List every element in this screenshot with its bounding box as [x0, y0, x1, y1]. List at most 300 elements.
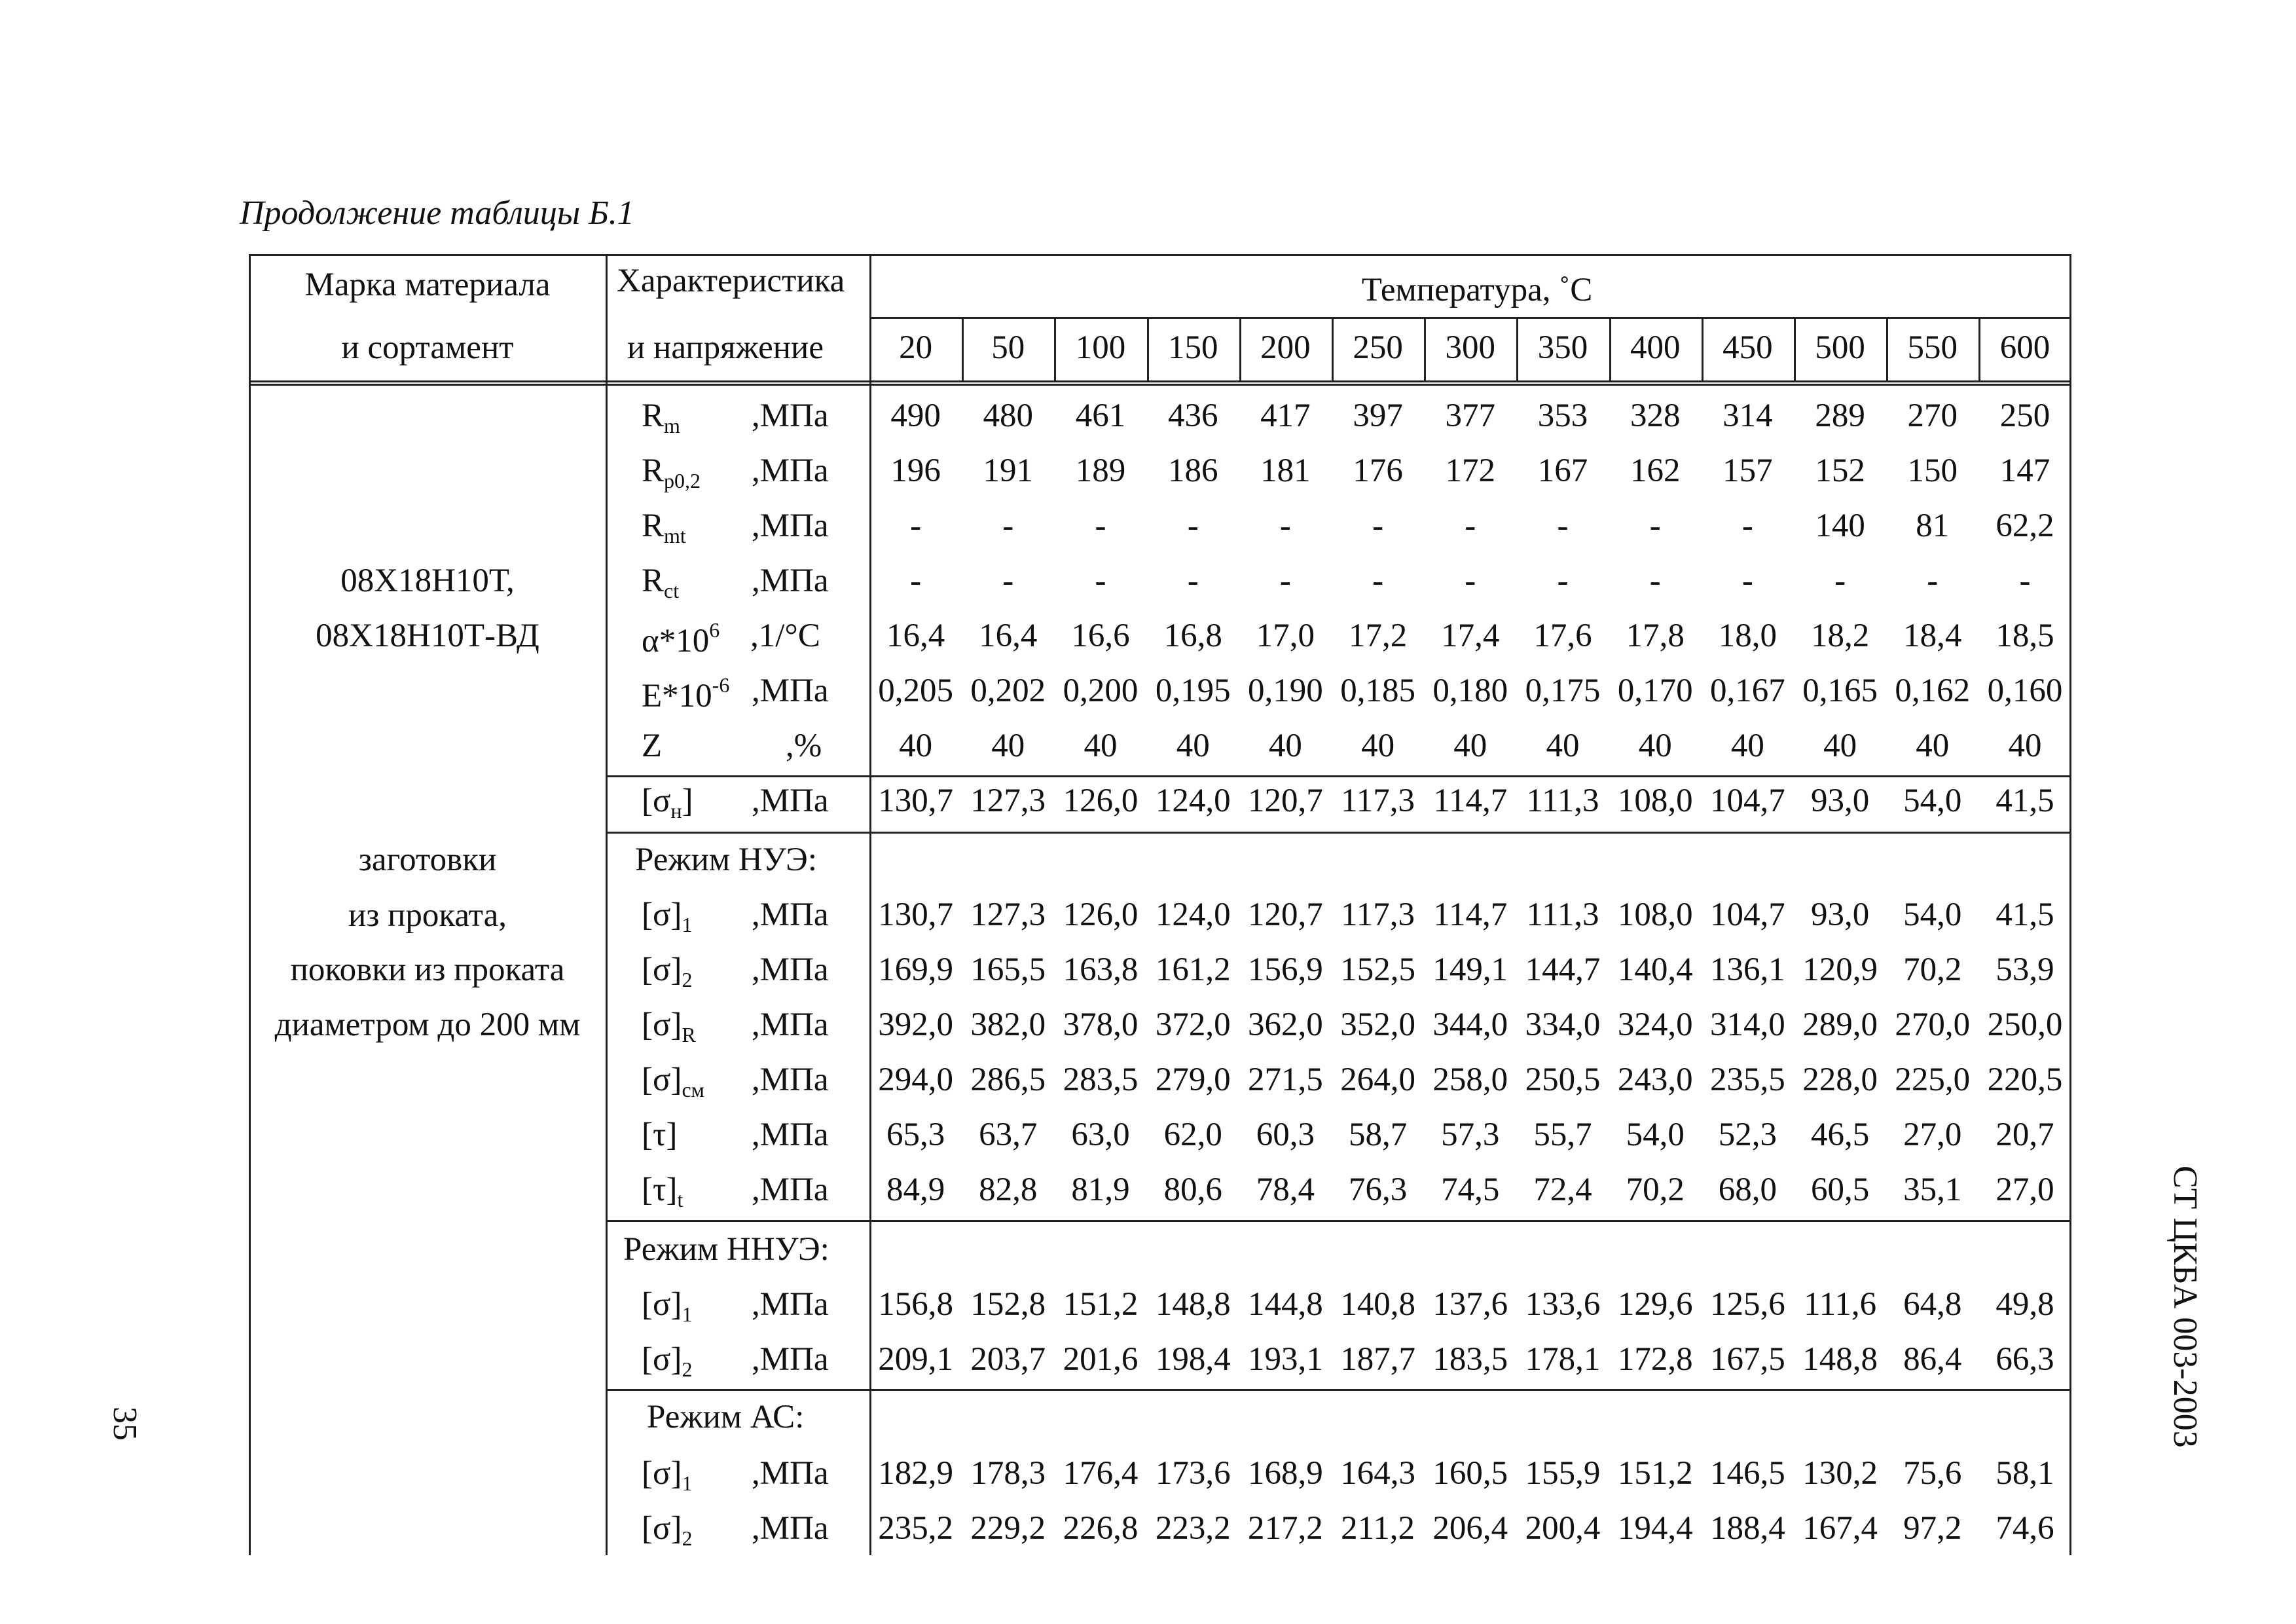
material-form-line4: диаметром до 200 мм — [274, 1006, 581, 1043]
table-cell: 148,8 — [1155, 1286, 1231, 1323]
table-cell: 165,5 — [970, 951, 1046, 988]
table-cell: 289 — [1815, 397, 1865, 434]
table-cell: 46,5 — [1810, 1116, 1870, 1153]
table-cell: 70,2 — [1626, 1172, 1685, 1208]
table-cell: 108,0 — [1617, 896, 1693, 933]
table-cell: 0,200 — [1063, 673, 1139, 709]
table-cell: 127,3 — [970, 896, 1046, 933]
row-unit: ,МПа — [752, 507, 829, 544]
table-cell: 194,4 — [1617, 1510, 1693, 1547]
table-cell: 168,9 — [1248, 1455, 1323, 1492]
row-symbol: $[\tau]_t$ — [642, 1172, 683, 1211]
material-form-line1: заготовки — [358, 841, 497, 878]
table-cell: 57,3 — [1441, 1116, 1500, 1153]
table-cell: 201,6 — [1063, 1341, 1139, 1378]
table-cell: 93,0 — [1810, 783, 1870, 819]
table-cell: 178,3 — [970, 1455, 1046, 1492]
table-cell: 188,4 — [1710, 1510, 1785, 1547]
table-cell: 151,2 — [1063, 1286, 1139, 1323]
table-cell: 417 — [1260, 397, 1311, 434]
table-cell: 258,0 — [1432, 1061, 1508, 1098]
table-cell: 382,0 — [970, 1006, 1046, 1043]
table-cell: 328 — [1630, 397, 1681, 434]
table-cell: 111,3 — [1526, 896, 1599, 933]
row-symbol: $R_m$ — [642, 397, 680, 437]
table-cell: 0,202 — [970, 673, 1046, 709]
temp-column-divider — [1424, 317, 1426, 382]
table-cell: - — [1002, 563, 1014, 599]
table-cell: 16,4 — [886, 618, 945, 654]
table-cell: 163,8 — [1063, 951, 1139, 988]
table-cell: 182,9 — [878, 1455, 953, 1492]
mode-as-label: Режим АС: — [647, 1399, 805, 1435]
table-cell: 63,0 — [1071, 1116, 1130, 1153]
table-cell: 0,160 — [1987, 673, 2063, 709]
table-cell: 157 — [1722, 452, 1773, 489]
table-cell: - — [1279, 507, 1291, 544]
row-unit: ,МПа — [752, 1116, 829, 1153]
row-unit: ,МПа — [752, 1341, 829, 1378]
row-unit: ,МПа — [752, 563, 829, 599]
mode-nue-label: Режим НУЭ: — [635, 841, 817, 878]
table-cell: 54,0 — [1626, 1116, 1685, 1153]
table-cell: 114,7 — [1433, 783, 1508, 819]
table-cell: 161,2 — [1155, 951, 1231, 988]
table-cell: - — [1741, 507, 1753, 544]
table-cell: 120,7 — [1248, 783, 1323, 819]
table-cell: - — [1834, 563, 1846, 599]
table-cell: 40 — [1916, 728, 1950, 764]
temp-header-cell: 600 — [1999, 329, 2050, 366]
table-cell: - — [1372, 507, 1384, 544]
table-cell: 243,0 — [1617, 1061, 1693, 1098]
table-cell: 82,8 — [979, 1172, 1038, 1208]
row-symbol: $\alpha*10^6$ — [642, 618, 720, 659]
properties-table — [249, 254, 2071, 1555]
table-cell: 235,5 — [1710, 1061, 1785, 1098]
table-cell: 35,1 — [1903, 1172, 1962, 1208]
material-grade-line1: 08Х18Н10Т, — [340, 563, 515, 599]
table-cell: 125,6 — [1710, 1286, 1785, 1323]
temp-header-cell: 20 — [899, 329, 933, 366]
table-cell: 211,2 — [1341, 1510, 1415, 1547]
table-cell: 78,4 — [1256, 1172, 1315, 1208]
temp-header-cell: 200 — [1260, 329, 1311, 366]
table-cell: 136,1 — [1710, 951, 1785, 988]
table-cell: 279,0 — [1155, 1061, 1231, 1098]
temp-column-divider — [1147, 317, 1149, 382]
table-cell: 74,6 — [1995, 1510, 2054, 1547]
table-cell: 150 — [1907, 452, 1958, 489]
table-cell: 270 — [1907, 397, 1958, 434]
table-cell: 0,180 — [1432, 673, 1508, 709]
table-cell: 176 — [1353, 452, 1403, 489]
temp-column-divider — [1978, 317, 1980, 382]
row-symbol: $[\sigma]_1$ — [642, 1286, 693, 1326]
table-cell: 137,6 — [1432, 1286, 1508, 1323]
table-cell: 283,5 — [1063, 1061, 1139, 1098]
row-symbol: $[\sigma]_1$ — [642, 896, 693, 936]
temp-header-cell: 350 — [1537, 329, 1588, 366]
row-unit: ,МПа — [752, 673, 829, 709]
table-cell: 140 — [1815, 507, 1865, 544]
table-cell: 187,7 — [1340, 1341, 1415, 1378]
row-symbol: $E*10^{-6}$ — [642, 673, 730, 714]
table-cell: 40 — [1084, 728, 1118, 764]
table-cell: 0,170 — [1617, 673, 1693, 709]
table-cell: 18,4 — [1903, 618, 1962, 654]
temp-column-divider — [1054, 317, 1056, 382]
table-cell: 160,5 — [1432, 1455, 1508, 1492]
row-symbol: $R_{p0,2}$ — [642, 452, 701, 492]
mode-nnue-label: Режим ННУЭ: — [623, 1231, 829, 1268]
table-cell: 111,3 — [1526, 783, 1599, 819]
table-cell: 86,4 — [1903, 1341, 1962, 1378]
table-cell: 191 — [983, 452, 1034, 489]
table-cell: - — [1187, 563, 1199, 599]
table-cell: 58,7 — [1348, 1116, 1408, 1153]
table-cell: - — [1557, 507, 1569, 544]
row-unit: ,МПа — [752, 951, 829, 988]
table-cell: 120,7 — [1248, 896, 1323, 933]
table-cell: 289,0 — [1802, 1006, 1878, 1043]
separator-4 — [606, 1389, 2071, 1391]
document-code: СТ ЦКБА 003-2003 — [2166, 1166, 2204, 1448]
material-grade-line2: 08Х18Н10Т-ВД — [316, 618, 539, 654]
table-cell: 104,7 — [1710, 783, 1785, 819]
table-cell: 286,5 — [970, 1061, 1046, 1098]
table-cell: 81 — [1916, 507, 1950, 544]
table-cell: 228,0 — [1802, 1061, 1878, 1098]
table-cell: 392,0 — [878, 1006, 953, 1043]
table-cell: 62,0 — [1163, 1116, 1222, 1153]
table-cell: 220,5 — [1987, 1061, 2063, 1098]
table-cell: 196 — [890, 452, 941, 489]
table-cell: - — [1002, 507, 1014, 544]
header-material-line2: и сортамент — [341, 329, 514, 366]
table-cell: 0,175 — [1525, 673, 1601, 709]
table-right-border — [2069, 254, 2071, 1555]
table-cell: - — [1465, 507, 1476, 544]
table-cell: 40 — [2008, 728, 2042, 764]
table-cell: 58,1 — [1995, 1455, 2054, 1492]
row-symbol: Z — [642, 728, 663, 764]
row-symbol: $[\sigma]_{см}$ — [642, 1061, 704, 1101]
table-cell: 117,3 — [1341, 783, 1415, 819]
table-cell: 120,9 — [1802, 951, 1878, 988]
table-cell: 397 — [1353, 397, 1403, 434]
table-cell: 140,8 — [1340, 1286, 1415, 1323]
table-cell: - — [1187, 507, 1199, 544]
table-cell: 235,2 — [878, 1510, 953, 1547]
row-unit: ,МПа — [752, 397, 829, 434]
separator-2 — [606, 832, 2071, 834]
temp-header-cell: 150 — [1167, 329, 1218, 366]
temp-column-divider — [1332, 317, 1334, 382]
table-cell: 108,0 — [1617, 783, 1693, 819]
table-top-border — [249, 254, 2071, 256]
row-unit: ,МПа — [752, 896, 829, 933]
row-unit: ,% — [786, 728, 822, 764]
row-symbol: $[\sigma]_2$ — [642, 1510, 693, 1550]
row-symbol: $[\sigma_н]$ — [642, 783, 693, 822]
header-temperature: Температура, ˚С — [1361, 272, 1593, 308]
row-unit: ,МПа — [752, 1286, 829, 1323]
table-cell: 183,5 — [1432, 1341, 1508, 1378]
row-unit: ,МПа — [752, 1006, 829, 1043]
table-cell: 152,8 — [970, 1286, 1046, 1323]
table-cell: 264,0 — [1340, 1061, 1415, 1098]
table-cell: - — [910, 563, 922, 599]
table-cell: 18,0 — [1718, 618, 1777, 654]
table-cell: 76,3 — [1348, 1172, 1408, 1208]
table-cell: 40 — [991, 728, 1025, 764]
row-symbol: $[\sigma]_1$ — [642, 1455, 693, 1495]
table-cell: 97,2 — [1903, 1510, 1962, 1547]
table-cell: 229,2 — [970, 1510, 1046, 1547]
table-cell: 189 — [1075, 452, 1126, 489]
col-divider-material — [606, 254, 608, 1555]
table-cell: - — [2019, 563, 2031, 599]
table-cell: 49,8 — [1995, 1286, 2054, 1323]
table-cell: 55,7 — [1533, 1116, 1592, 1153]
table-cell: - — [1927, 563, 1939, 599]
row-symbol: $R_{mt}$ — [642, 507, 686, 547]
table-cell: 40 — [1268, 728, 1302, 764]
table-cell: 80,6 — [1163, 1172, 1222, 1208]
separator-3 — [606, 1220, 2071, 1222]
table-cell: 209,1 — [878, 1341, 953, 1378]
table-cell: 144,7 — [1525, 951, 1601, 988]
temp-header-cell: 500 — [1815, 329, 1865, 366]
table-cell: 17,6 — [1533, 618, 1592, 654]
table-cell: 167,4 — [1802, 1510, 1878, 1547]
temp-column-divider — [1609, 317, 1611, 382]
table-cell: - — [1279, 563, 1291, 599]
table-cell: 0,195 — [1155, 673, 1231, 709]
table-cell: 18,5 — [1995, 618, 2054, 654]
table-cell: 169,9 — [878, 951, 953, 988]
table-cell: - — [1741, 563, 1753, 599]
table-cell: 0,167 — [1710, 673, 1785, 709]
table-cell: 17,4 — [1441, 618, 1500, 654]
table-cell: 104,7 — [1710, 896, 1785, 933]
table-cell: 225,0 — [1895, 1061, 1971, 1098]
table-cell: 206,4 — [1432, 1510, 1508, 1547]
table-cell: 17,0 — [1256, 618, 1315, 654]
temp-header-cell: 50 — [991, 329, 1025, 366]
table-cell: 111,6 — [1804, 1286, 1877, 1323]
table-cell: 436 — [1167, 397, 1218, 434]
table-cell: 129,6 — [1617, 1286, 1693, 1323]
table-cell: 172,8 — [1617, 1341, 1693, 1378]
table-cell: 250 — [1999, 397, 2050, 434]
material-form-line2: из проката, — [348, 897, 507, 934]
table-cell: - — [1649, 507, 1661, 544]
table-cell: 314,0 — [1710, 1006, 1785, 1043]
table-cell: - — [1465, 563, 1476, 599]
table-cell: 74,5 — [1441, 1172, 1500, 1208]
row-unit: ,МПа — [752, 452, 829, 489]
table-cell: 60,5 — [1810, 1172, 1870, 1208]
table-cell: 167,5 — [1710, 1341, 1785, 1378]
temp-column-divider — [1702, 317, 1704, 382]
row-unit: ,МПа — [752, 1172, 829, 1208]
temp-column-divider — [1886, 317, 1888, 382]
table-cell: 0,165 — [1802, 673, 1878, 709]
table-cell: 353 — [1537, 397, 1588, 434]
table-cell: 40 — [1638, 728, 1672, 764]
table-cell: 164,3 — [1340, 1455, 1415, 1492]
table-cell: 223,2 — [1155, 1510, 1231, 1547]
temp-column-divider — [1239, 317, 1241, 382]
table-cell: 114,7 — [1433, 896, 1508, 933]
table-cell: 18,2 — [1810, 618, 1870, 654]
table-cell: 53,9 — [1995, 951, 2054, 988]
table-cell: 140,4 — [1617, 951, 1693, 988]
table-cell: 0,205 — [878, 673, 953, 709]
table-cell: - — [1372, 563, 1384, 599]
table-cell: 40 — [1823, 728, 1857, 764]
table-cell: 378,0 — [1063, 1006, 1139, 1043]
table-cell: 70,2 — [1903, 951, 1962, 988]
table-cell: 377 — [1445, 397, 1496, 434]
table-cell: 40 — [1453, 728, 1487, 764]
caption: Продолжение таблицы Б.1 — [240, 194, 634, 232]
row-unit: ,МПа — [752, 1510, 829, 1547]
table-cell: 334,0 — [1525, 1006, 1601, 1043]
table-cell: 27,0 — [1903, 1116, 1962, 1153]
table-cell: 117,3 — [1341, 896, 1415, 933]
table-cell: 62,2 — [1995, 507, 2054, 544]
table-cell: 66,3 — [1995, 1341, 2054, 1378]
header-char-line1: Характеристика — [617, 263, 845, 299]
table-cell: 133,6 — [1525, 1286, 1601, 1323]
table-cell: 60,3 — [1256, 1116, 1315, 1153]
table-cell: 0,185 — [1340, 673, 1415, 709]
table-cell: 172 — [1445, 452, 1496, 489]
table-cell: 124,0 — [1155, 783, 1231, 819]
table-cell: 127,3 — [970, 783, 1046, 819]
table-cell: 40 — [899, 728, 933, 764]
table-cell: 63,7 — [979, 1116, 1038, 1153]
table-cell: 130,7 — [878, 896, 953, 933]
table-cell: 193,1 — [1248, 1341, 1323, 1378]
table-cell: 72,4 — [1533, 1172, 1592, 1208]
temp-header-cell: 450 — [1722, 329, 1773, 366]
row-unit: ,МПа — [752, 1061, 829, 1098]
table-cell: 173,6 — [1155, 1455, 1231, 1492]
table-cell: 480 — [983, 397, 1034, 434]
table-cell: - — [910, 507, 922, 544]
table-cell: 147 — [1999, 452, 2050, 489]
table-cell: 146,5 — [1710, 1455, 1785, 1492]
table-cell: 178,1 — [1525, 1341, 1601, 1378]
table-cell: 186 — [1167, 452, 1218, 489]
table-cell: 151,2 — [1617, 1455, 1693, 1492]
table-cell: 372,0 — [1155, 1006, 1231, 1043]
table-cell: 54,0 — [1903, 783, 1962, 819]
table-cell: 17,8 — [1626, 618, 1685, 654]
header-material-line1: Марка материала — [304, 267, 551, 303]
material-form-line3: поковки из проката — [290, 951, 565, 988]
table-cell: 271,5 — [1248, 1061, 1323, 1098]
table-cell: 16,6 — [1071, 618, 1130, 654]
separator-1 — [606, 775, 2071, 777]
table-cell: 54,0 — [1903, 896, 1962, 933]
table-cell: 130,2 — [1802, 1455, 1878, 1492]
table-cell: 126,0 — [1063, 896, 1139, 933]
table-cell: 40 — [1546, 728, 1580, 764]
row-symbol: $[\sigma]_2$ — [642, 951, 693, 991]
table-cell: 167 — [1537, 452, 1588, 489]
temp-header-cell: 100 — [1075, 329, 1126, 366]
table-cell: 68,0 — [1718, 1172, 1777, 1208]
page-number: 35 — [106, 1407, 143, 1441]
temp-header-cell: 250 — [1353, 329, 1403, 366]
table-cell: 250,5 — [1525, 1061, 1601, 1098]
table-cell: 0,190 — [1248, 673, 1323, 709]
table-cell: 130,7 — [878, 783, 953, 819]
row-symbol: $[\sigma]_R$ — [642, 1006, 696, 1046]
table-cell: 217,2 — [1248, 1510, 1323, 1547]
table-cell: 40 — [1361, 728, 1395, 764]
table-cell: 20,7 — [1995, 1116, 2054, 1153]
table-cell: 144,8 — [1248, 1286, 1323, 1323]
table-cell: 203,7 — [970, 1341, 1046, 1378]
table-cell: 200,4 — [1525, 1510, 1601, 1547]
table-cell: 148,8 — [1802, 1341, 1878, 1378]
table-cell: 64,8 — [1903, 1286, 1962, 1323]
table-cell: 162 — [1630, 452, 1681, 489]
table-cell: 16,4 — [979, 618, 1038, 654]
temp-header-divider — [869, 317, 2071, 319]
table-cell: 156,8 — [878, 1286, 953, 1323]
table-cell: - — [1649, 563, 1661, 599]
table-cell: 17,2 — [1348, 618, 1408, 654]
row-symbol: $[\sigma]_2$ — [642, 1341, 693, 1381]
table-cell: 461 — [1075, 397, 1126, 434]
table-cell: 226,8 — [1063, 1510, 1139, 1547]
row-unit: ,1/°С — [750, 618, 820, 654]
header-double-line — [249, 380, 2071, 386]
temp-column-divider — [1794, 317, 1796, 382]
temp-header-cell: 300 — [1445, 329, 1496, 366]
table-cell: 126,0 — [1063, 783, 1139, 819]
table-cell: 152 — [1815, 452, 1865, 489]
table-cell: 198,4 — [1155, 1341, 1231, 1378]
table-cell: 84,9 — [886, 1172, 945, 1208]
table-cell: 0,162 — [1895, 673, 1971, 709]
table-cell: 352,0 — [1340, 1006, 1415, 1043]
table-cell: 149,1 — [1432, 951, 1508, 988]
table-cell: 490 — [890, 397, 941, 434]
row-unit: ,МПа — [752, 1455, 829, 1492]
table-cell: 81,9 — [1071, 1172, 1130, 1208]
table-cell: 124,0 — [1155, 896, 1231, 933]
table-cell: - — [1095, 507, 1106, 544]
table-cell: 250,0 — [1987, 1006, 2063, 1043]
table-cell: 324,0 — [1617, 1006, 1693, 1043]
temp-column-divider — [962, 317, 964, 382]
table-cell: 52,3 — [1718, 1116, 1777, 1153]
table-cell: 294,0 — [878, 1061, 953, 1098]
temp-header-cell: 550 — [1907, 329, 1958, 366]
table-cell: 27,0 — [1995, 1172, 2054, 1208]
table-cell: - — [1095, 563, 1106, 599]
table-cell: 40 — [1176, 728, 1210, 764]
table-cell: 176,4 — [1063, 1455, 1139, 1492]
